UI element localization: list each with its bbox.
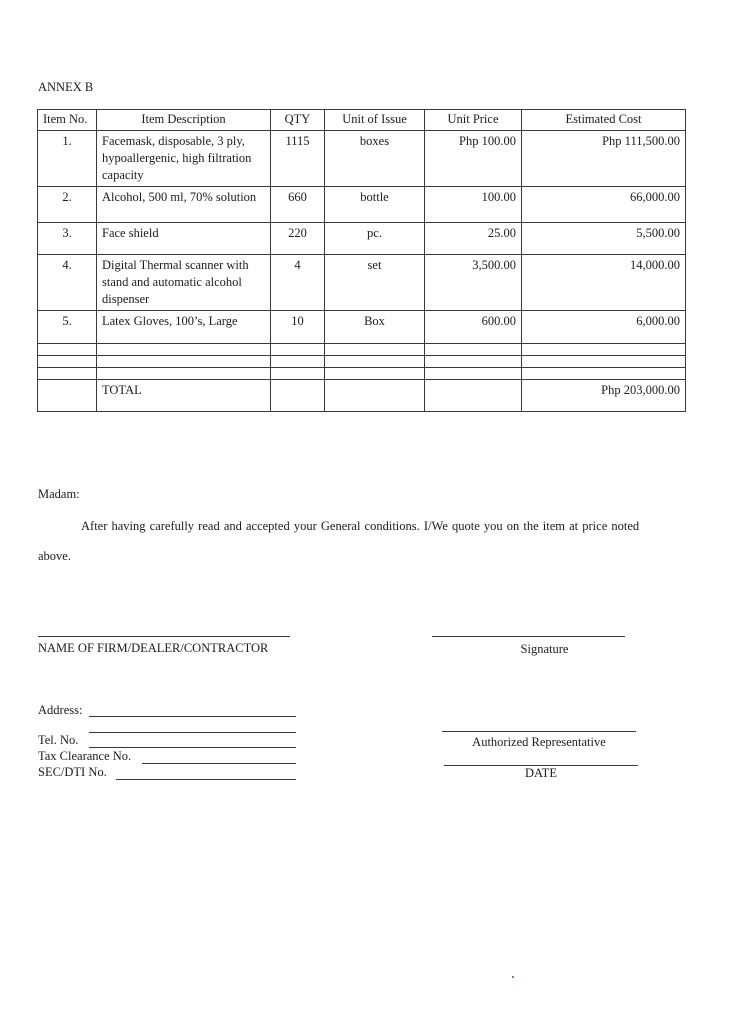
firm-name-line <box>38 636 290 637</box>
header-unit-price: Unit Price <box>425 110 522 131</box>
address-label: Address: <box>38 703 83 717</box>
empty-cell <box>38 356 97 368</box>
row-estimated-cost: 5,500.00 <box>522 223 686 255</box>
empty-cell <box>325 356 425 368</box>
empty-cell <box>38 344 97 356</box>
header-qty: QTY <box>271 110 325 131</box>
row-item-no: 5. <box>38 311 97 344</box>
row-unit: set <box>325 255 425 311</box>
row-qty: 10 <box>271 311 325 344</box>
firm-name-label: NAME OF FIRM/DEALER/CONTRACTOR <box>38 641 269 655</box>
row-description: Alcohol, 500 ml, 70% solution <box>97 187 271 223</box>
row-qty: 660 <box>271 187 325 223</box>
row-unit: pc. <box>325 223 425 255</box>
total-value: Php 203,000.00 <box>522 380 686 412</box>
row-estimated-cost: 14,000.00 <box>522 255 686 311</box>
tax-clearance-line <box>142 763 296 764</box>
annex-title: ANNEX B <box>38 80 94 94</box>
row-unit-price: Php 100.00 <box>425 131 522 187</box>
total-row <box>38 380 686 412</box>
table-header-row <box>38 110 686 131</box>
empty-cell <box>325 344 425 356</box>
authorized-rep-line <box>442 731 636 732</box>
address-line-2 <box>89 732 296 733</box>
signature-line <box>432 636 625 637</box>
empty-cell <box>271 344 325 356</box>
row-qty: 4 <box>271 255 325 311</box>
header-estimated-cost: Estimated Cost <box>522 110 686 131</box>
row-unit: bottle <box>325 187 425 223</box>
row-qty: 220 <box>271 223 325 255</box>
header-item-no: Item No. <box>38 110 97 131</box>
row-qty: 1115 <box>271 131 325 187</box>
row-description: Digital Thermal scanner with stand and automatic alcohol dispenser <box>97 255 271 311</box>
empty-cell <box>522 344 686 356</box>
empty-cell <box>325 380 425 412</box>
header-unit: Unit of Issue <box>325 110 425 131</box>
row-unit-price: 600.00 <box>425 311 522 344</box>
empty-row <box>38 344 686 356</box>
row-description: Latex Gloves, 100’s, Large <box>97 311 271 344</box>
empty-cell <box>425 368 522 380</box>
row-unit: boxes <box>325 131 425 187</box>
row-item-no: 1. <box>38 131 97 187</box>
empty-cell <box>97 368 271 380</box>
row-description: Facemask, disposable, 3 ply, hypoallergenic, high filtration capacity <box>97 131 271 187</box>
tel-label: Tel. No. <box>38 733 79 747</box>
table-row <box>38 223 686 255</box>
table-row <box>38 131 686 187</box>
total-label: TOTAL <box>97 380 271 412</box>
empty-cell <box>38 380 97 412</box>
quotation-table <box>37 109 686 412</box>
empty-cell <box>425 344 522 356</box>
date-label: DATE <box>525 766 557 780</box>
row-estimated-cost: Php 111,500.00 <box>522 131 686 187</box>
empty-cell <box>425 356 522 368</box>
table-row <box>38 255 686 311</box>
row-unit-price: 3,500.00 <box>425 255 522 311</box>
empty-cell <box>522 368 686 380</box>
empty-cell <box>97 356 271 368</box>
row-description: Face shield <box>97 223 271 255</box>
empty-row <box>38 356 686 368</box>
tel-line <box>89 747 296 748</box>
row-item-no: 3. <box>38 223 97 255</box>
empty-cell <box>38 368 97 380</box>
row-estimated-cost: 66,000.00 <box>522 187 686 223</box>
address-line <box>89 716 296 717</box>
signature-label: Signature <box>520 642 569 656</box>
empty-cell <box>271 380 325 412</box>
row-unit-price: 25.00 <box>425 223 522 255</box>
row-item-no: 4. <box>38 255 97 311</box>
empty-cell <box>271 368 325 380</box>
sec-dti-line <box>116 779 296 780</box>
empty-cell <box>522 356 686 368</box>
salutation: Madam: <box>38 487 80 501</box>
scan-speck <box>512 976 514 978</box>
header-description: Item Description <box>97 110 271 131</box>
body-paragraph: After having carefully read and accepted your General conditions. I/We quote you on the item at price noted <box>81 519 640 533</box>
empty-cell <box>325 368 425 380</box>
row-estimated-cost: 6,000.00 <box>522 311 686 344</box>
empty-row <box>38 368 686 380</box>
sec-dti-label: SEC/DTI No. <box>38 765 107 779</box>
body-paragraph-end: above. <box>38 549 71 563</box>
tax-clearance-label: Tax Clearance No. <box>38 749 132 763</box>
empty-cell <box>271 356 325 368</box>
row-item-no: 2. <box>38 187 97 223</box>
empty-cell <box>425 380 522 412</box>
table-row <box>38 187 686 223</box>
row-unit: Box <box>325 311 425 344</box>
authorized-rep-label: Authorized Representative <box>472 735 606 749</box>
empty-cell <box>97 344 271 356</box>
table-row <box>38 311 686 344</box>
row-unit-price: 100.00 <box>425 187 522 223</box>
